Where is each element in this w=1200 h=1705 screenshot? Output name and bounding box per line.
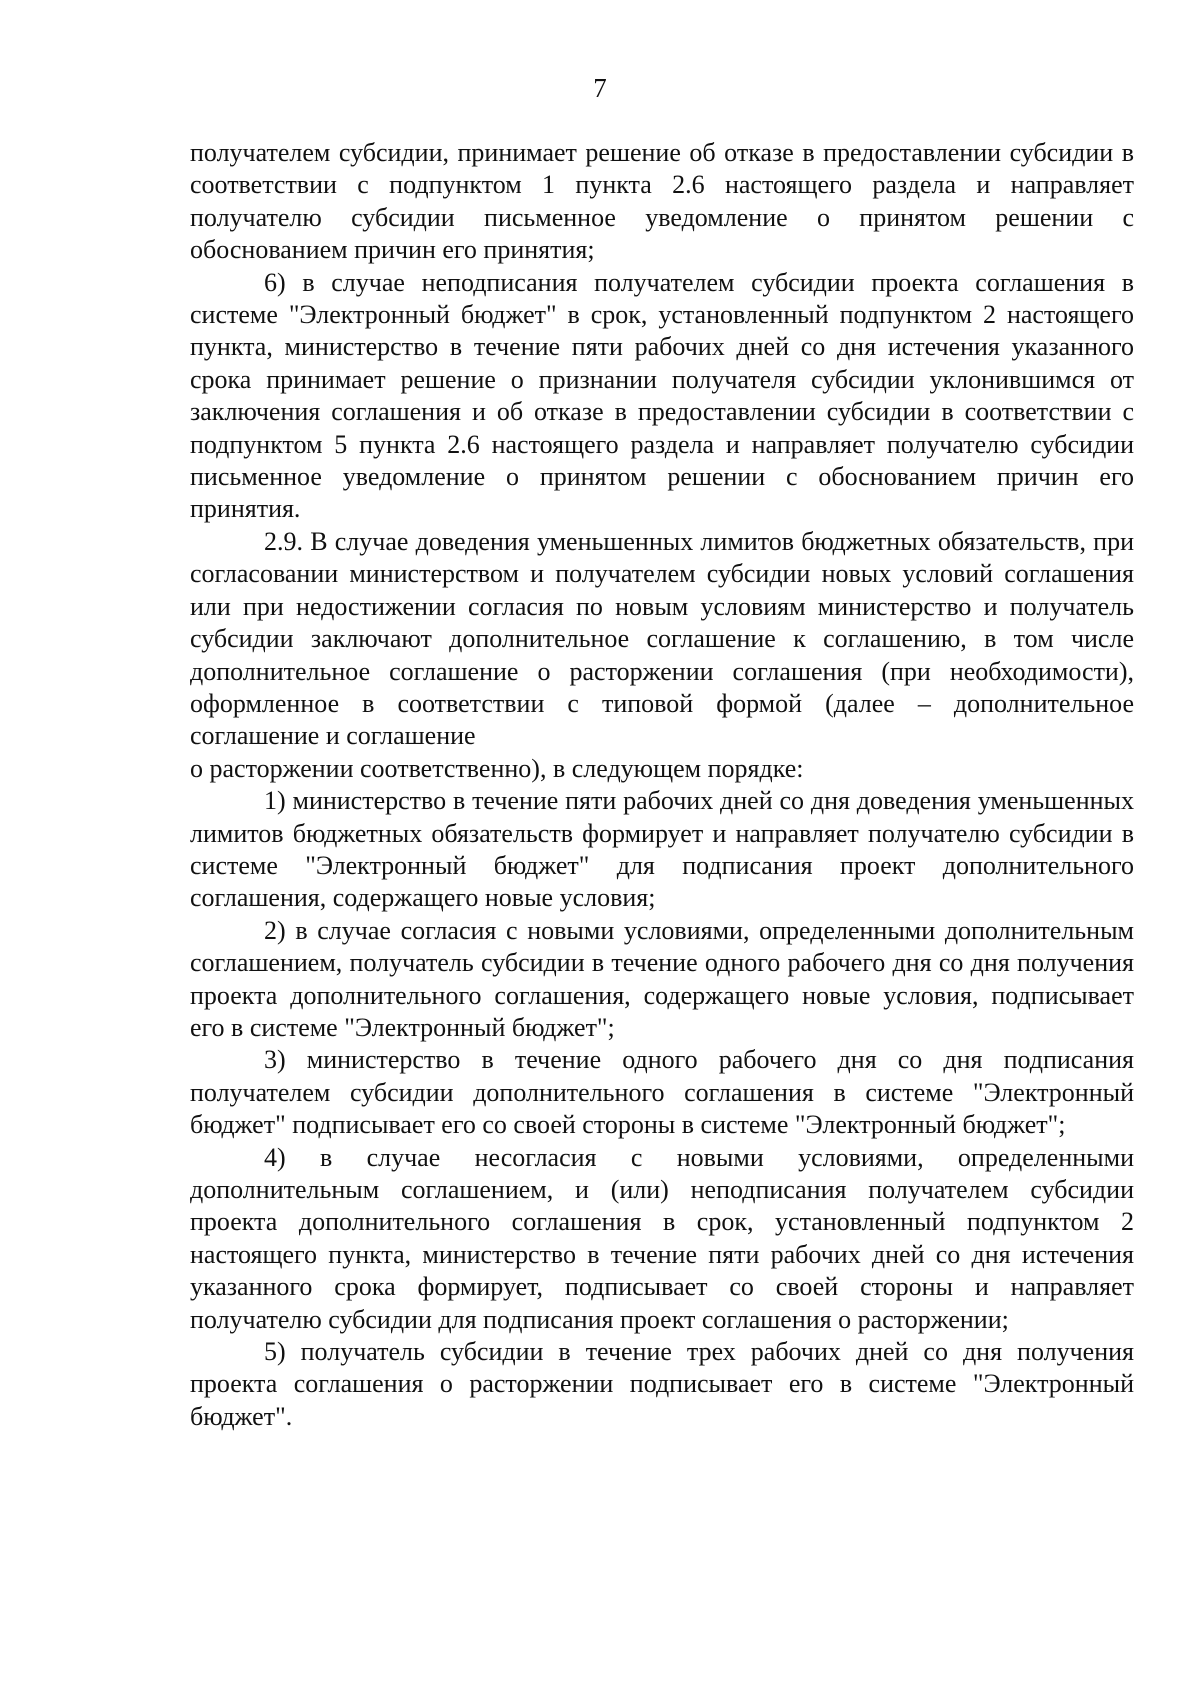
paragraph-item-1: 1) министерство в течение пяти рабочих дней со дня доведения уменьшенных лимитов бюджетных обязательств формирует и направляет получателю субсидии в системе "Электронный бюджет" для подписания проект дополнительного соглашения, содержащего новые условия; xyxy=(190,786,1134,913)
paragraph-item-5: 5) получатель субсидии в течение трех рабочих дней со дня получения проекта соглашения о расторжении подписывает его в системе "Электронный бюджет". xyxy=(190,1337,1134,1431)
document-body xyxy=(190,137,1134,1433)
paragraph-item-3: 3) министерство в течение одного рабочего дня со дня подписания получателем субсидии дополнительного соглашения в системе "Электронный бюджет" подписывает его со своей стороны в системе "Электронный бюджет"; xyxy=(190,1045,1134,1140)
paragraph-section-2-9-continuation: о расторжении соответственно), в следующем порядке: xyxy=(190,753,804,783)
page-number: 7 xyxy=(593,73,607,103)
paragraph-item-6: 6) в случае неподписания получателем субсидии проекта соглашения в системе "Электронный бюджет" в срок, установленный подпунктом 2 настоящего пункта, министерство в течение пяти рабочих дней со дня истечения указанного срока принимает решение о признании получателя субсидии уклонившимся от заключения соглашения и об отказе в предоставлении субсидии в соответствии с подпунктом 5 пункта 2.6 настоящего раздела и направляет получателю субсидии письменное уведомление о принятом решении с обоснованием причин его принятия. xyxy=(190,267,1134,524)
paragraph-item-4: 4) в случае несогласия с новыми условиями, определенными дополнительным соглашением, и (или) неподписания получателем субсидии проекта дополнительного соглашения в срок, установленный подпунктом 2 настоящего пункта, министерство в течение пяти рабочих дней со дня истечения указанного срока формирует, подписывает со своей стороны и направляет получателю субсидии для подписания проект соглашения о расторжении; xyxy=(190,1142,1134,1334)
paragraph-section-2-9: 2.9. В случае доведения уменьшенных лимитов бюджетных обязательств, при согласовании министерством и получателем субсидии новых условий соглашения или при недостижении согласия по новым условиям министерство и получатель субсидии заключают дополнительное соглашение к соглашению, в том числе дополнительное соглашение о расторжении соглашения (при необходимости), оформленное в соответствии с типовой формой (далее – дополнительное соглашение и соглашение xyxy=(190,526,1134,751)
paragraph-item-2: 2) в случае согласия с новыми условиями, определенными дополнительным соглашением, получатель субсидии в течение одного рабочего дня со дня получения проекта дополнительного соглашения, содержащего новые условия, подписывает его в системе "Электронный бюджет"; xyxy=(190,915,1134,1042)
paragraph-intro-continuation: получателем субсидии, принимает решение об отказе в предоставлении субсидии в соответствии с подпунктом 1 пункта 2.6 настоящего раздела и направляет получателю субсидии письменное уведомление о принятом решении с обоснованием причин его принятия; xyxy=(190,138,1134,265)
